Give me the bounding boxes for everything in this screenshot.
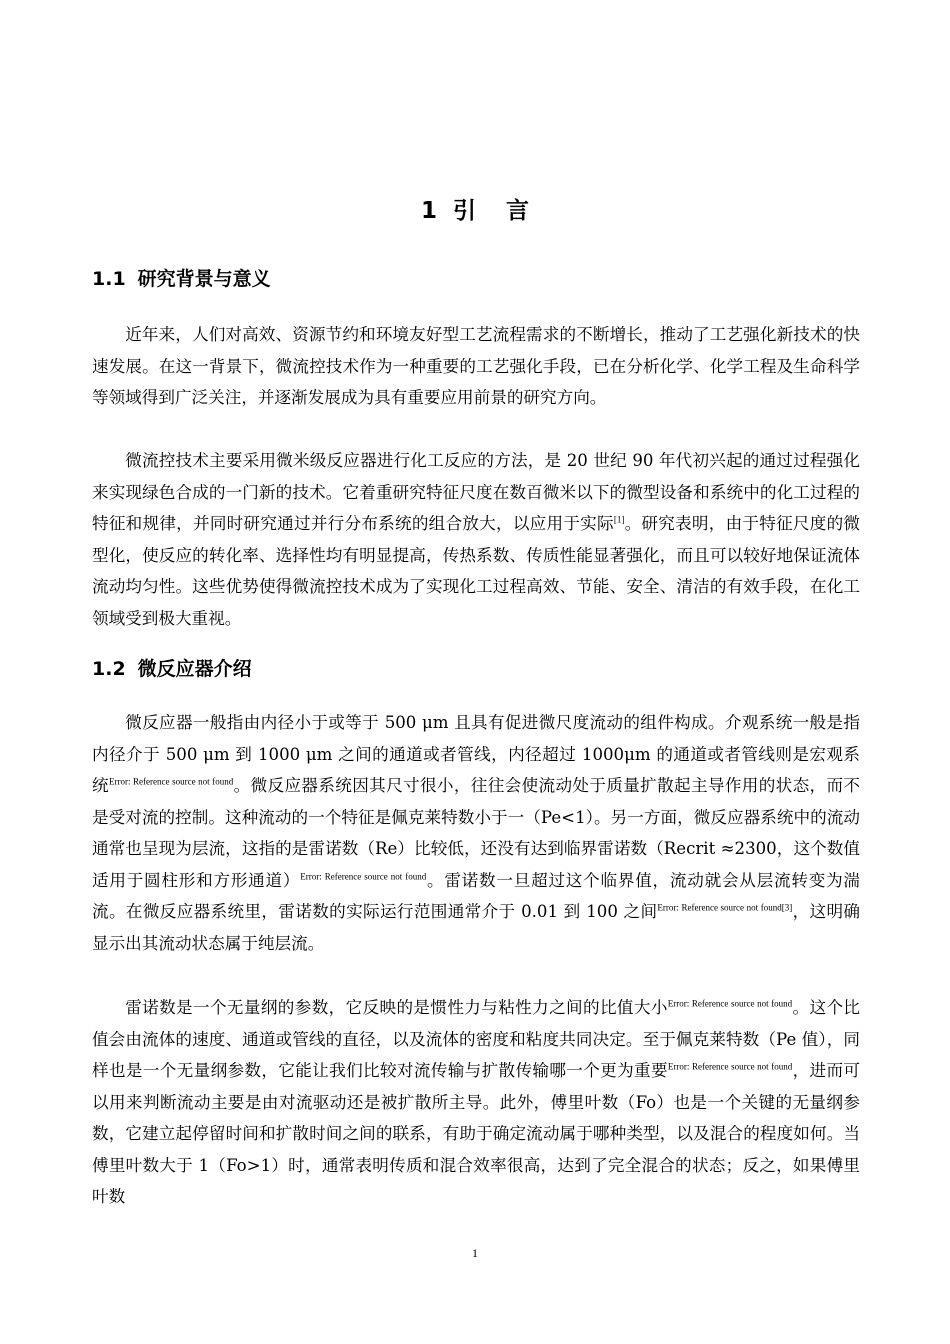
chapter-number: 1 — [420, 198, 437, 224]
reference-error-marker: Error: Reference source not found — [667, 998, 793, 1009]
paragraph-1: 近年来，人们对高效、资源节约和环境友好型工艺流程需求的不断增长，推动了工艺强化新技术的快速发展。在这一背景下，微流控技术作为一种重要的工艺强化手段，已在分析化学、化学工程及生命科学等领域得到广泛关注，并逐渐发展成为具有重要应用前景的研究方向。 — [92, 325, 860, 407]
paragraph-3 — [92, 707, 860, 959]
page-number: 1 — [472, 1246, 478, 1260]
paragraph-2 — [92, 445, 860, 634]
section-number: 1.2 — [92, 658, 126, 680]
paragraph-4 — [92, 992, 860, 1213]
reference-error-marker: Error: Reference source not found — [667, 1061, 793, 1072]
paragraph-4-text-a: 雷诺数是一个无量纲的参数，它反映的是惯性力与粘性力之间的比值大小 — [125, 998, 668, 1017]
paragraph-3-text-b: 。微反应器系统因其尺寸很小，往往会使流动处于质量扩散起主导作用的状态，而不是受对流的控制。这种流动的一个特征是佩克莱特数小于一（Pe<1）。另一方面，微反应器系统中的流动通常也呈现为层流，这指的是雷诺数（Re）比较低，还没有达到临界雷诺数（Recrit ≈2300，这个数值适用于圆柱形和方形通道） — [92, 776, 861, 890]
paragraph-4-text-c: ，进而可以用来判断流动主要是由对流驱动还是被扩散所主导。此外，傅里叶数（Fo）也是一个关键的无量纲参数，它建立起停留时间和扩散时间之间的联系，有助于确定流动属于哪种类型，以及混合的程度如何。当傅里叶数大于 1（Fo>1）时，通常表明传质和混合效率很高，达到了完全混合的状态；反之，如果傅里叶数 — [92, 1061, 861, 1206]
section-heading-1-2 — [92, 654, 252, 681]
reference-error-marker: Error: Reference source not found[3] — [657, 902, 793, 913]
paragraph-3-text-c: 。雷诺数一旦超过这个临界值，流动就会从层流转变为湍流。在微反应器系统里，雷诺数的实际运行范围通常介于 0.01 到 100 之间 — [92, 870, 861, 921]
paragraph-3-text-d: ，这明确显示出其流动状态属于纯层流。 — [92, 902, 860, 953]
section-title-text: 研究背景与意义 — [137, 268, 271, 290]
reference-error-marker: Error: Reference source not found — [300, 870, 427, 881]
paragraph-2-text-a: 微流控技术主要采用微米级反应器进行化工反应的方法，是 20 世纪 90 年代初兴起的通过过程强化来实现绿色合成的一门新的技术。它着重研究特征尺度在数百微米以下的微型设备和系统中的化工过程的特征和规律，并同时研究通过并行分布系统的组合放大，以应用于实际 — [92, 451, 860, 533]
paragraph-3-text-a: 微反应器一般指由内径小于或等于 500 μm 且具有促进微尺度流动的组件构成。介观系统一般是指内径介于 500 μm 到 1000 μm 之间的通道或者管线，内径超过 1000μm 的通道或者管线则是宏观系统 — [92, 713, 860, 795]
citation-marker: [1] — [613, 514, 625, 525]
section-title-text: 微反应器介绍 — [137, 658, 252, 680]
paragraph-2-text-b: 。研究表明，由于特征尺度的微型化，使反应的转化率、选择性均有明显提高，传热系数、传质性能显著强化，而且可以较好地保证流体流动均匀性。这些优势使得微流控技术成为了实现化工过程高效、节能、安全、清洁的有效手段，在化工领域受到极大重视。 — [92, 514, 861, 628]
chapter-title-char-1: 引 — [453, 198, 476, 224]
chapter-title-char-2: 言 — [506, 198, 529, 224]
paragraph-4-text-b: 。这个比值会由流体的速度、通道或管线的直径，以及流体的密度和粘度共同决定。至于佩克莱特数（Pe 值），同样也是一个无量纲参数，它能让我们比较对流传输与扩散传输哪一个更为重要 — [92, 998, 861, 1080]
section-heading-1-1 — [92, 264, 271, 291]
reference-error-marker: Error: Reference source not found — [108, 776, 234, 787]
section-number: 1.1 — [92, 268, 126, 290]
chapter-title — [0, 192, 950, 225]
